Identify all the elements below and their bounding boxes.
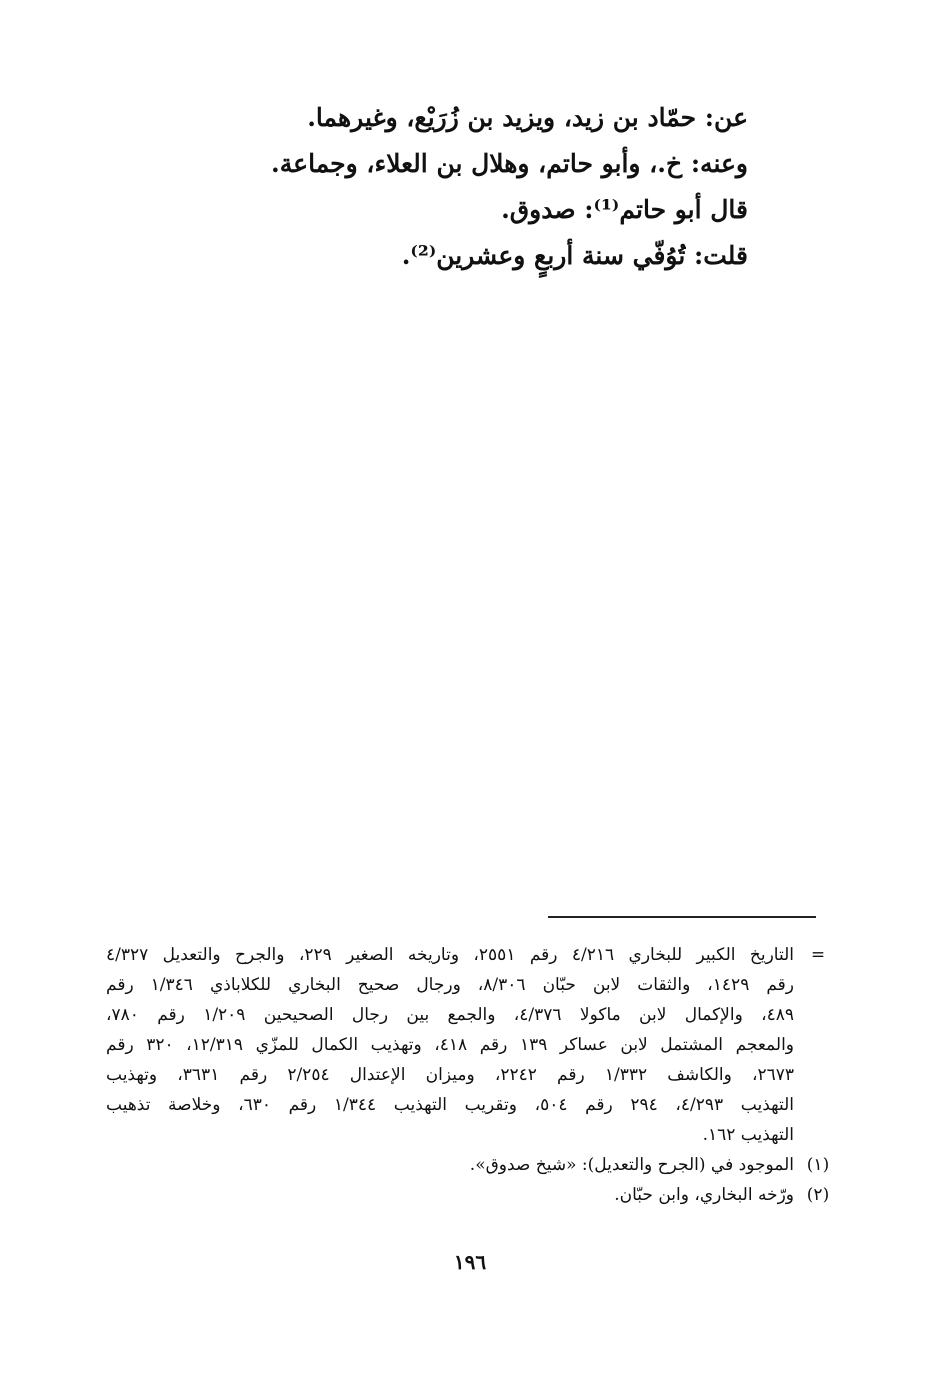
footnote-2 — [106, 1180, 836, 1210]
students-line: وعنه: خ.، وأبو حاتم، وهلال بن العلاء، وجماعة. — [271, 149, 748, 178]
footnote-divider — [548, 916, 816, 918]
footnote-line: التهذيب ١٦٢. — [702, 1125, 794, 1145]
footnotes-section — [106, 940, 836, 1210]
continuation-marker: = — [810, 945, 826, 965]
footnote-line: التهذيب ٤/٢٩٣، ٢٩٤ رقم ٥٠٤، وتقريب التهذيب ١/٣٤٤ رقم ٦٣٠، وخلاصة تذهيب — [106, 1095, 794, 1115]
teachers-line: عن: حمّاد بن زيد، ويزيد بن زُرَيْع، وغيرهما. — [307, 103, 748, 132]
footnote-1-text: الموجود في (الجرح والتعديل): «شيخ صدوق». — [469, 1155, 794, 1175]
footnote-1 — [106, 1150, 836, 1180]
abu-hatim-opinion-line: قال أبو حاتم⁽¹⁾: صدوق. — [501, 195, 748, 224]
main-text-block — [228, 95, 748, 279]
footnote-line: ٢٦٧٣، والكاشف ١/٣٣٢ رقم ٢٢٤٢، وميزان الإعتدال ٢/٢٥٤ رقم ٣٦٣١، وتهذيب — [106, 1065, 795, 1085]
footnote-1-marker: (١) — [806, 1155, 830, 1175]
footnote-line: رقم ١٤٢٩، والثقات لابن حبّان ٨/٣٠٦، ورجال صحيح البخاري للكلاباذي ١/٣٤٦ رقم — [106, 975, 794, 995]
footnote-2-marker: (٢) — [806, 1185, 830, 1205]
footnote-2-text: ورّخه البخاري، وابن حبّان. — [614, 1185, 794, 1205]
page-number: ١٩٦ — [453, 1250, 487, 1274]
footnote-continuation — [106, 940, 836, 1150]
footnote-line: ٤٨٩، والإكمال لابن ماكولا ٤/٣٧٦، والجمع بين رجال الصحيحين ١/٢٠٩ رقم ٧٨٠، — [106, 1005, 794, 1025]
footnote-line: التاريخ الكبير للبخاري ٤/٢١٦ رقم ٢٥٥١، وتاريخه الصغير ٢٢٩، والجرح والتعديل ٤/٣٢٧ — [106, 945, 794, 965]
footnote-line: والمعجم المشتمل لابن عساكر ١٣٩ رقم ٤١٨، وتهذيب الكمال للمزّي ١٢/٣١٩، ٣٢٠ رقم — [106, 1035, 794, 1055]
death-year-line: قلت: تُوُفّي سنة أربعٍ وعشرين⁽²⁾. — [401, 241, 748, 270]
